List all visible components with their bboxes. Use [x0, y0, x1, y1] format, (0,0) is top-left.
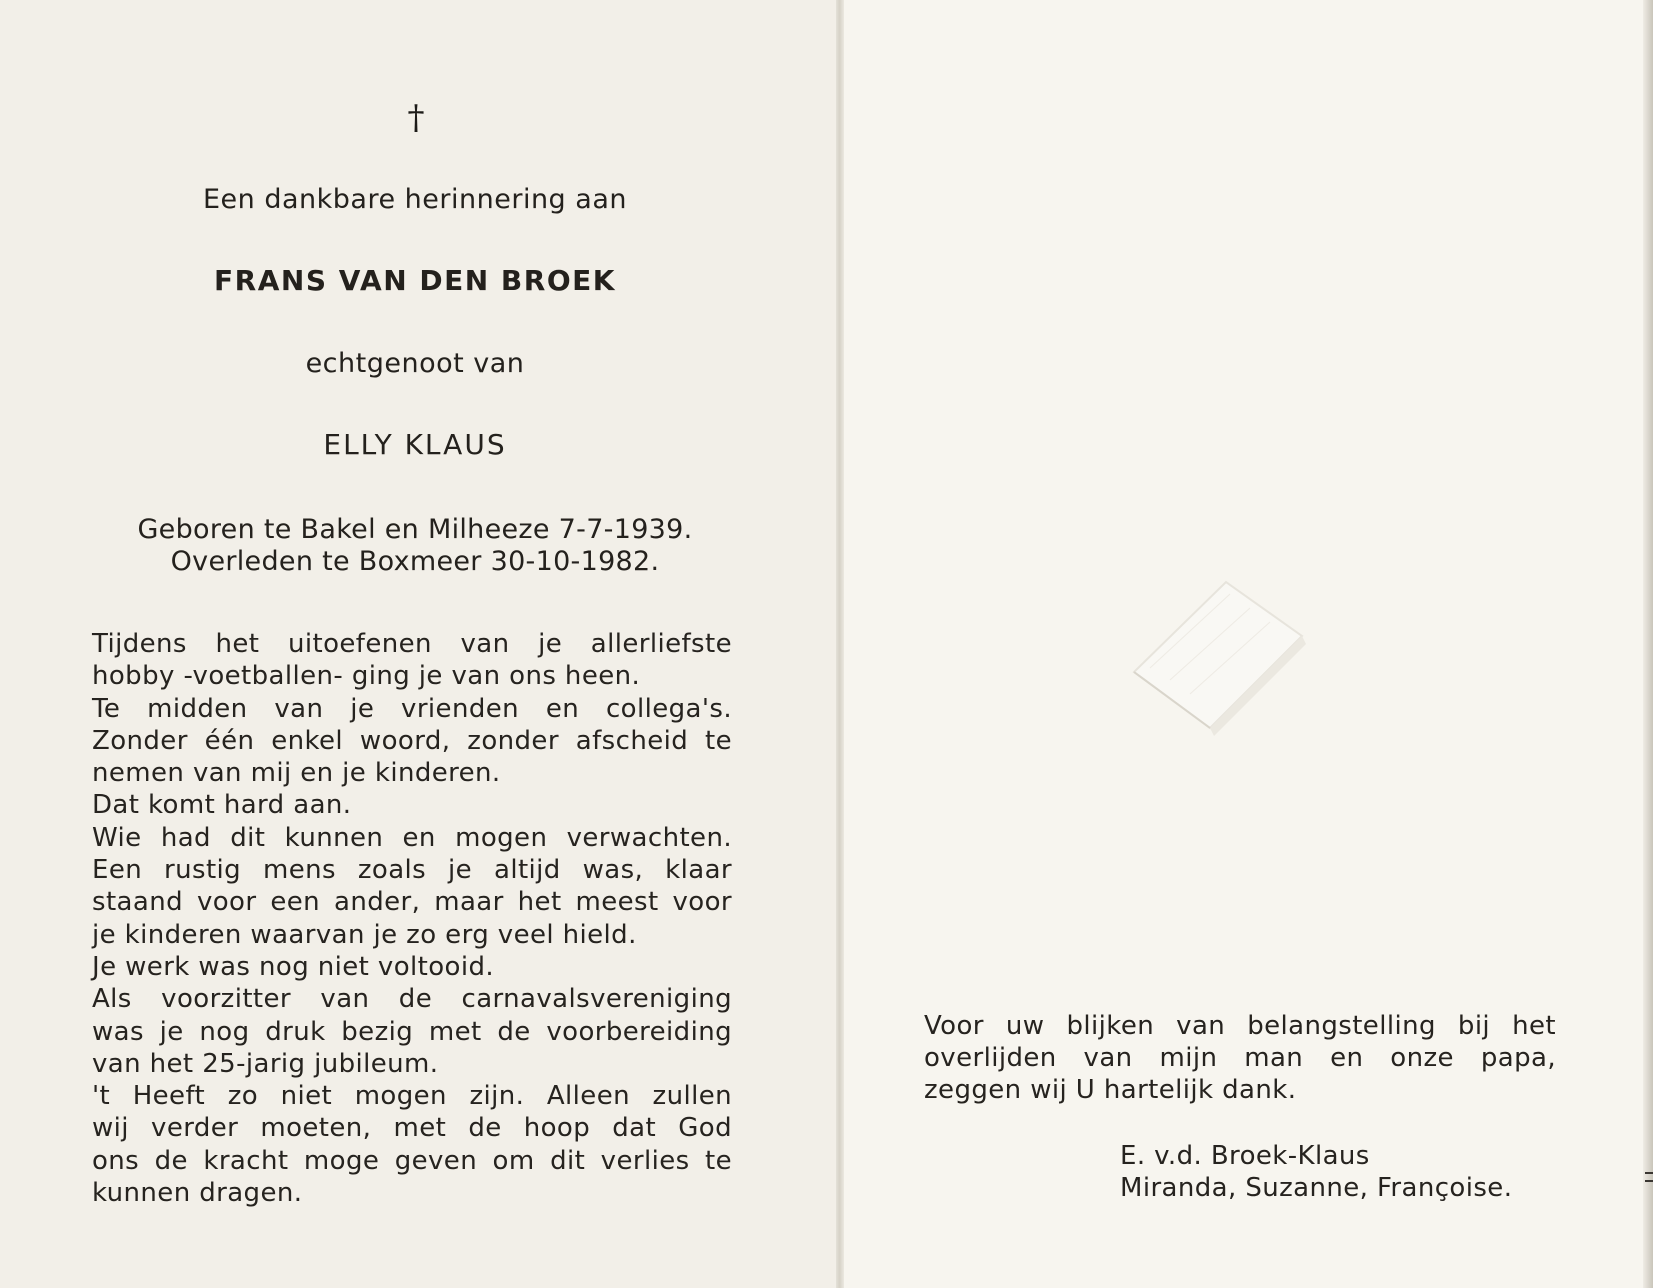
poem-line: Een rustig mens zoals je altijd was, klaar [92, 855, 732, 886]
poem-line: Wie had dit kunnen en mogen verwachten. [92, 822, 732, 853]
poem-line: hobby -voetballen- ging je van ons heen. [92, 661, 641, 692]
intro-text: Een dankbare herinnering aan [203, 184, 627, 215]
birth-line: Geboren te Bakel en Milheeze 7-7-1939. [137, 514, 693, 545]
poem-line: staand voor een ander, maar het meest voor [92, 887, 732, 918]
signature-line: E. v.d. Broek-Klaus [1120, 1141, 1370, 1171]
thanks-line: overlijden van mijn man en onze papa, [924, 1043, 1556, 1073]
death-line: Overleden te Boxmeer 30-10-1982. [170, 546, 660, 577]
thanks-text [924, 1010, 1556, 1106]
signature-block [1120, 1140, 1540, 1204]
poem-line: was je nog druk bezig met de voorbereiding [92, 1016, 732, 1047]
embossed-book-icon [1130, 580, 1310, 750]
spouse-label: echtgenoot van [305, 348, 525, 379]
card-edge [1643, 0, 1653, 1288]
poem-line: Je werk was nog niet voltooid. [92, 951, 495, 982]
memorial-poem [92, 628, 732, 1209]
poem-line: Te midden van je vrienden en collega's. [92, 693, 732, 724]
poem-line: 't Heeft zo niet mogen zijn. Alleen zullen [92, 1081, 732, 1112]
poem-line: van het 25-jarig jubileum. [92, 1048, 439, 1079]
poem-line: nemen van mij en je kinderen. [92, 758, 501, 789]
spouse-name: ELLY KLAUS [323, 428, 507, 461]
cross-icon: † [407, 98, 425, 138]
poem-line: Zonder één enkel woord, zonder afscheid te [92, 725, 732, 756]
poem-line: ons de kracht moge geven om dit verlies te [92, 1145, 732, 1176]
poem-line: kunnen dragen. [92, 1178, 303, 1209]
thanks-line: zeggen wij U hartelijk dank. [924, 1075, 1297, 1105]
poem-line: Tijdens het uitoefenen van je allerliefste [92, 629, 732, 659]
card-fold [836, 0, 844, 1288]
deceased-name: FRANS VAN DEN BROEK [214, 264, 616, 297]
poem-line: Dat komt hard aan. [92, 790, 352, 821]
poem-line: wij verder moeten, met de hoop dat God [92, 1113, 732, 1144]
thanks-line: Voor uw blijken van belangstelling bij het [924, 1011, 1556, 1041]
edge-mark [1645, 1172, 1653, 1182]
poem-line: je kinderen waarvan je zo erg veel hield. [92, 919, 637, 950]
poem-line: Als voorzitter van de carnavalsvereniging [92, 984, 732, 1015]
signature-line: Miranda, Suzanne, Françoise. [1120, 1173, 1513, 1203]
